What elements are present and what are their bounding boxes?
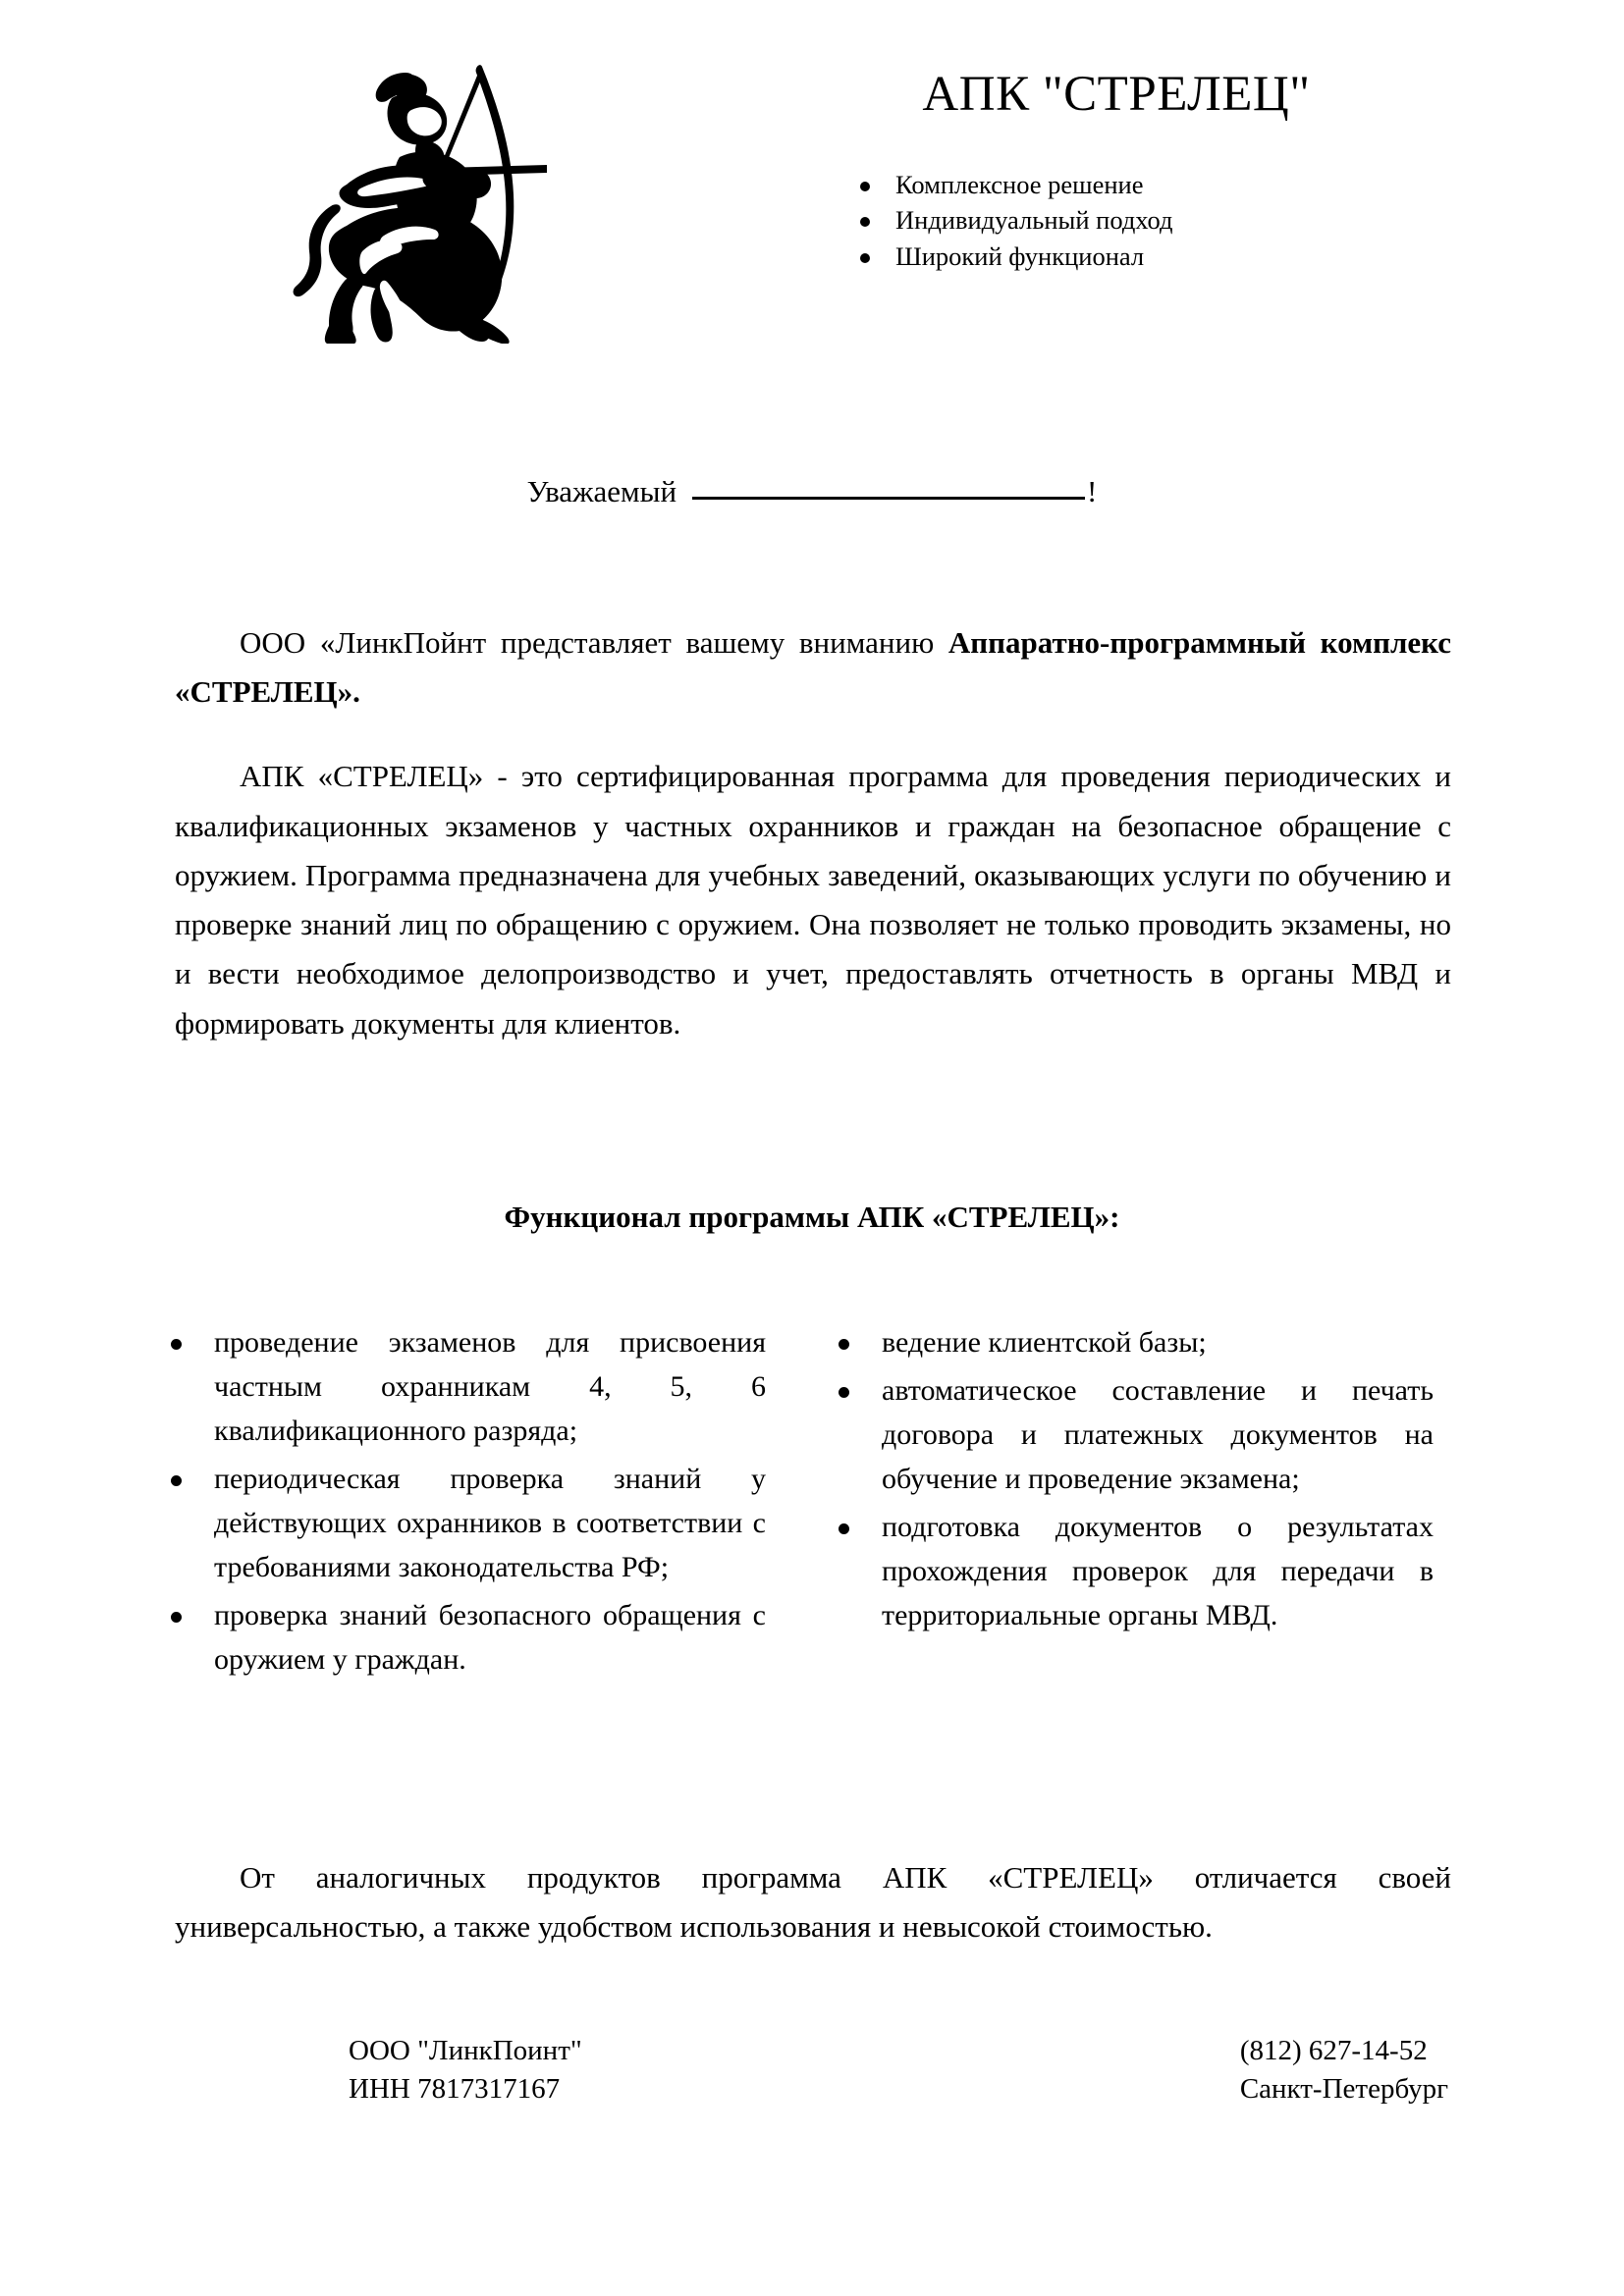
features-heading: Функционал программы АПК «СТРЕЛЕЦ»: <box>504 1200 1120 1234</box>
feature-item: проверка знаний безопасного обращения с оружием у граждан. <box>157 1593 766 1682</box>
feature-item: периодическая проверка знаний у действующих охранников в соответствии с требованиями законодательства РФ; <box>157 1457 766 1589</box>
feature-item: ведение клиентской базы; <box>825 1320 1434 1364</box>
header-benefit-item: Комплексное решение <box>854 167 1624 203</box>
closing-section <box>175 1853 1451 1951</box>
header-benefit-item: Широкий функционал <box>854 239 1624 275</box>
features-left-list <box>157 1320 766 1682</box>
footer-company-block <box>349 2032 582 2109</box>
description-paragraph: АПК «СТРЕЛЕЦ» - это сертифицированная программа для проведения периодических и квалификационных экзаменов у частных охранников и граждан на безопасное обращение с оружием. Программа предназначена для учебных заведений, оказывающих услуги по обучению и проверке знаний лиц по обращению с оружием. Она позволяет не только проводить экзамены, но и вести необходимое делопроизводство и учет, предоставлять отчетность в органы МВД и формировать документы для клиентов. <box>175 759 1451 1041</box>
salutation-word: Уважаемый <box>526 474 677 508</box>
footer <box>349 2032 1448 2109</box>
feature-item: подготовка документов о результатах прохождения проверок для передачи в территориальные органы МВД. <box>825 1505 1434 1637</box>
header-benefit-list <box>599 167 1624 275</box>
letterhead <box>0 59 1624 353</box>
feature-item: проведение экзаменов для присвоения частным охранникам 4, 5, 6 квалификационного разряда; <box>157 1320 766 1453</box>
footer-contact-block <box>1240 2032 1448 2109</box>
header-benefit-item: Индивидуальный подход <box>854 202 1624 239</box>
features-section <box>157 1320 1473 1685</box>
letterhead-text <box>569 59 1624 274</box>
intro-paragraph-bold: Аппаратно-программный комплекс «СТРЕЛЕЦ». <box>175 625 1451 710</box>
features-right-list <box>825 1320 1434 1637</box>
footer-phone: (812) 627-14-52 <box>1239 2035 1428 2066</box>
footer-inn: ИНН 7817317167 <box>349 2073 561 2106</box>
logo-container <box>275 59 569 344</box>
features-left-column <box>157 1320 766 1685</box>
footer-city: Санкт-Петербург <box>1239 2073 1448 2106</box>
brand-title: АПК "СТРЕЛЕЦ" <box>922 67 1311 122</box>
intro-paragraph <box>175 618 1451 717</box>
features-right-column <box>825 1320 1434 1641</box>
sagittarius-archer-logo-icon <box>290 59 555 344</box>
footer-company-name: ООО "ЛинкПоинт" <box>349 2035 582 2066</box>
salutation-exclamation: ! <box>1087 474 1098 508</box>
closing-paragraph: От аналогичных продуктов программа АПК «СТРЕЛЕЦ» отличается своей универсальностью, а также удобством использования и невысокой стоимостью. <box>175 1860 1451 1945</box>
recipient-name-blank[interactable] <box>692 471 1085 500</box>
feature-item: автоматическое составление и печать договора и платежных документов на обучение и проведение экзамена; <box>825 1368 1434 1501</box>
salutation-line <box>0 471 1624 509</box>
intro-paragraph-prefix: ООО «ЛинкПойнт представляет вашему вниманию <box>240 625 948 660</box>
body-text <box>175 618 1451 1076</box>
